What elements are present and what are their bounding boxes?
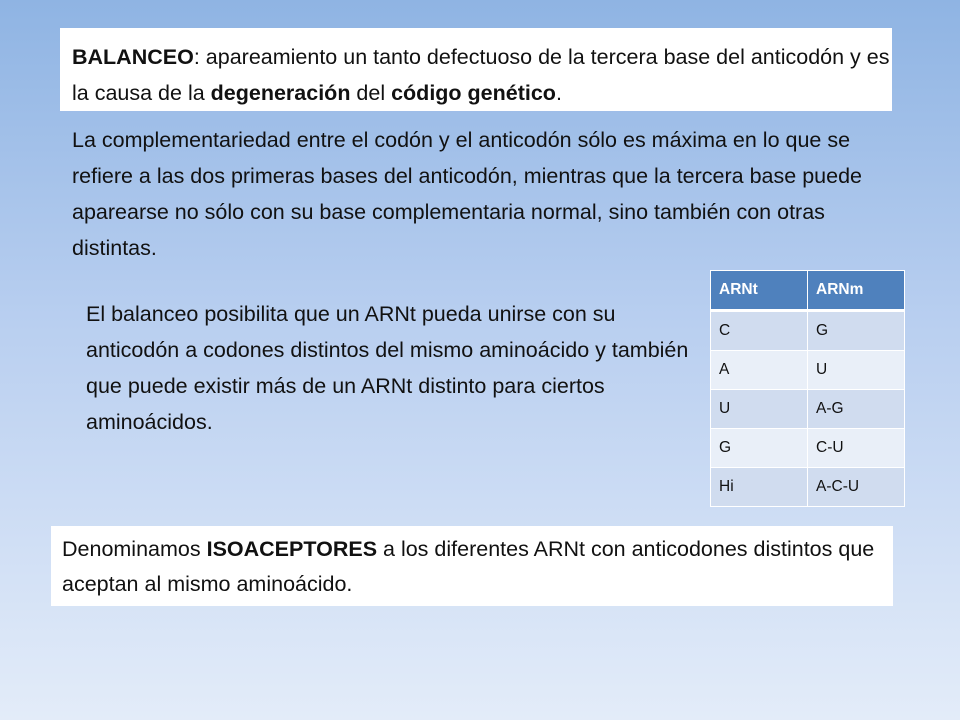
definition-text-b: del <box>350 81 392 105</box>
cell-arnm: G <box>808 311 905 351</box>
cell-arnm: U <box>808 351 905 390</box>
cell-arnt: G <box>711 429 808 468</box>
balanceo-term: BALANCEO <box>72 45 194 69</box>
table-row <box>711 429 905 468</box>
cell-arnm: C-U <box>808 429 905 468</box>
wobble-pairing-table <box>710 270 905 507</box>
isoaceptores-text-b: a los diferentes ARNt con anticodones distintos que aceptan al mismo aminoácido. <box>62 537 875 596</box>
header-arnm: ARNm <box>808 271 905 311</box>
cell-arnt: Hi <box>711 468 808 507</box>
definition-text-a: : apareamiento un tanto defectuoso de la tercera base del anticodón y es la causa de la <box>72 45 890 105</box>
isoaceptores-text <box>51 526 893 602</box>
cell-arnt: A <box>711 351 808 390</box>
definition-text-c: . <box>555 81 562 105</box>
cell-arnm: A-G <box>808 390 905 429</box>
table-header-row <box>711 271 905 311</box>
cell-arnt: C <box>711 311 808 351</box>
cell-arnt: U <box>711 390 808 429</box>
isoaceptores-term: ISOACEPTORES <box>206 537 378 561</box>
degeneracion-term: degeneración <box>210 81 351 105</box>
table-row <box>711 311 905 351</box>
table-row <box>711 351 905 390</box>
header-arnt: ARNt <box>711 271 808 311</box>
complementarity-paragraph: La complementariedad entre el codón y el anticodón sólo es máxima en lo que se refiere a las dos primeras bases del anticodón, mientras que la tercera base puede aparearse no sólo con su base complementaria normal, sino también con otras distintas. <box>72 128 862 260</box>
cell-arnm: A-C-U <box>808 468 905 507</box>
codigo-genetico-term: código genético <box>391 81 556 105</box>
isoaceptores-text-a: Denominamos <box>62 537 207 561</box>
wobble-paragraph: El balanceo posibilita que un ARNt pueda unirse con su anticodón a codones distintos del mismo aminoácido y también que puede existir más de un ARNt distinto para ciertos aminoácidos. <box>86 302 689 434</box>
table-row <box>711 468 905 507</box>
isoaceptores-box <box>51 526 893 606</box>
balanceo-definition-text <box>60 28 892 111</box>
balanceo-definition-box <box>60 28 892 111</box>
table-row <box>711 390 905 429</box>
